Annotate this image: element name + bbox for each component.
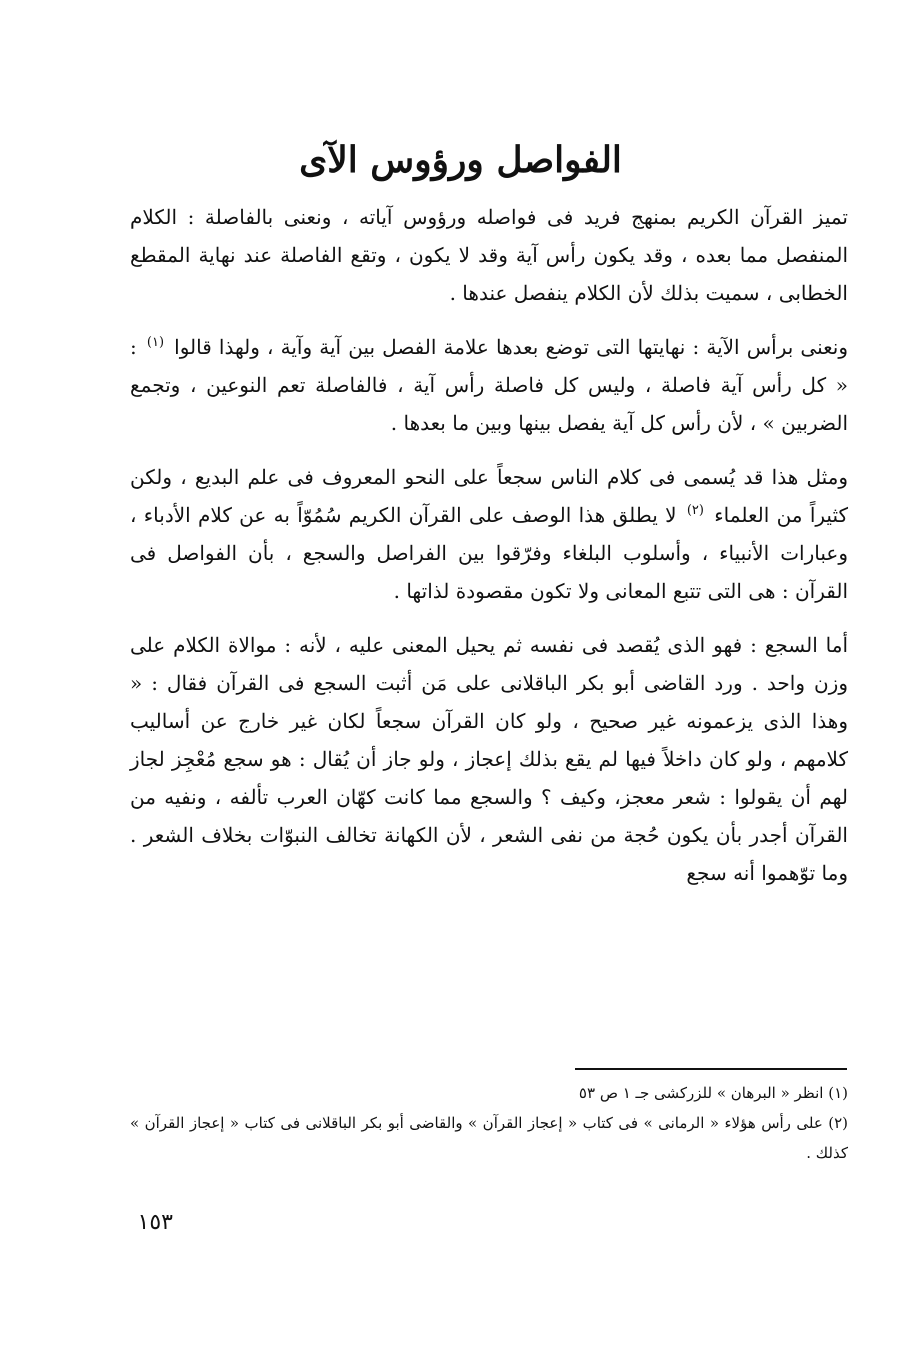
- footnote-ref-2: (٢): [686, 503, 704, 519]
- footnotes: [130, 1078, 848, 1168]
- footnote-ref-1: (١): [146, 335, 165, 351]
- footnote-divider: [575, 1068, 847, 1070]
- chapter-title: الفواصل ورؤوس الآى: [299, 139, 622, 181]
- paragraph-2: [130, 328, 848, 442]
- paragraph-3-part-2: لا يطلق هذا الوصف على القرآن الكريم سُمُوّاً به عن كلام الأدباء ، وعبارات الأنبياء ، وأسلوب البلغاء وفرّقوا بين الفراصل والسجع ، بأن الفواصل فى القرآن : هى التى تتبع المعانى ولا تكون مقصودة لذاتها .: [130, 503, 848, 603]
- paragraph-4: أما السجع : فهو الذى يُقصد فى نفسه ثم يحيل المعنى عليه ، لأنه : موالاة الكلام على وزن واحد . ورد القاضى أبو بكر الباقلانى على مَن أثبت السجع فى القرآن فقال : « وهذا الذى يزعمونه غير صحيح ، ولو كان القرآن سجعاً لكان غير خارج عن أساليب كلامهم ، ولو كان داخلاً فيها لم يقع بذلك إعجاز ، ولو جاز أن يُقال : هو سجع مُعْجِز لجاز لهم أن يقولوا : شعر معجز، وكيف ؟ والسجع مما كانت كهّان العرب تألفه ، ونفيه من القرآن أجدر بأن يكون حُجة من نفى الشعر ، لأن الكهانة تخالف النبوّات بخلاف الشعر . وما توّهموا أنه سجع: [130, 633, 848, 885]
- paragraph-2-part-2: : « كل رأس آية فاصلة ، وليس كل فاصلة رأس آية ، فالفاصلة تعم النوعين ، وتجمع الضربين » ، لأن رأس كل آية يفصل بينها وبين ما بعدها .: [130, 335, 848, 435]
- body-text: [130, 198, 848, 892]
- paragraph-2-part-1: ونعنى برأس الآية : نهايتها التى توضع بعدها علامة الفصل بين آية وآية ، ولهذا قالوا: [174, 335, 848, 359]
- paragraph-3: [130, 458, 848, 610]
- footnote-2: (٢) على رأس هؤلاء « الرمانى » فى كتاب « إعجاز القرآن » والقاضى أبو بكر الباقلانى فى كتاب « إعجاز القرآن » كذلك .: [130, 1114, 848, 1162]
- paragraph-3-part-1: ومثل هذا قد يُسمى فى كلام الناس سجعاً على النحو المعروف فى علم البديع ، ولكن كثيراً من العلماء: [130, 465, 849, 527]
- page-number: ١٥٣: [137, 1210, 173, 1235]
- footnote-1: (١) انظر « البرهان » للزركشى جـ ١ ص ٥٣: [578, 1084, 848, 1102]
- paragraph-1: تميز القرآن الكريم بمنهج فريد فى فواصله ورؤوس آياته ، ونعنى بالفاصلة : الكلام المنفصل مما بعده ، وقد يكون رأس آية وقد لا يكون ، وتقع الفاصلة عند نهاية المقطع الخطابى ، سميت بذلك لأن الكلام ينفصل عندها .: [130, 205, 848, 305]
